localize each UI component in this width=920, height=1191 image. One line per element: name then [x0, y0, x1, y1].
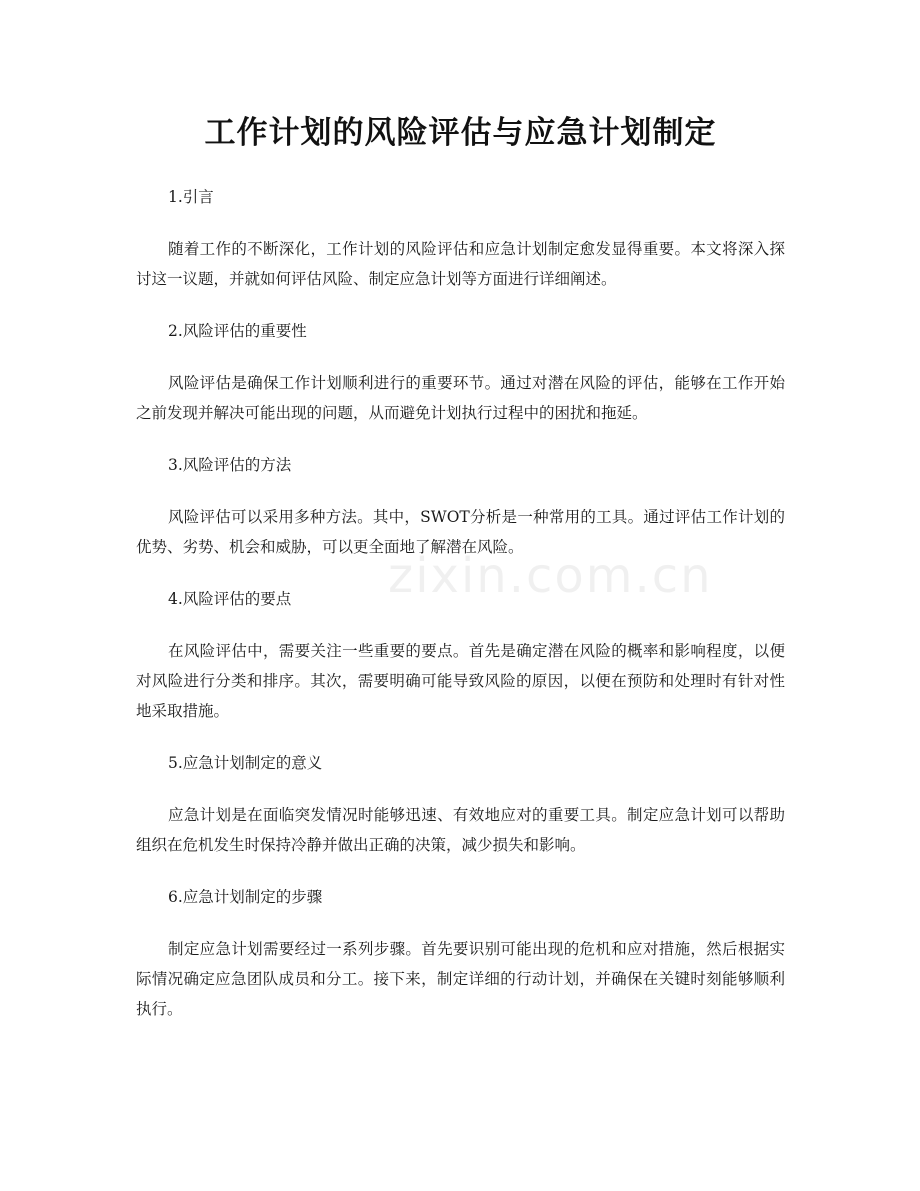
section-emergency-steps	[136, 882, 785, 1024]
section-heading: 4.风险评估的要点	[168, 590, 292, 608]
section-emergency-meaning	[136, 748, 785, 882]
section-risk-methods	[136, 450, 785, 584]
section-paragraph: 应急计划是在面临突发情况时能够迅速、有效地应对的重要工具。制定应急计划可以帮助组织在危机发生时保持冷静并做出正确的决策，减少损失和影响。	[136, 806, 785, 854]
section-heading: 6.应急计划制定的步骤	[168, 888, 323, 906]
section-paragraph: 随着工作的不断深化，工作计划的风险评估和应急计划制定愈发显得重要。本文将深入探讨这一议题，并就如何评估风险、制定应急计划等方面进行详细阐述。	[136, 240, 785, 288]
section-paragraph: 风险评估是确保工作计划顺利进行的重要环节。通过对潜在风险的评估，能够在工作开始之前发现并解决可能出现的问题，从而避免计划执行过程中的困扰和拖延。	[136, 374, 785, 422]
section-heading: 2.风险评估的重要性	[168, 322, 307, 340]
section-heading: 3.风险评估的方法	[168, 456, 292, 474]
document-content	[136, 182, 785, 1024]
section-paragraph: 在风险评估中，需要关注一些重要的要点。首先是确定潜在风险的概率和影响程度，以便对风险进行分类和排序。其次，需要明确可能导致风险的原因，以便在预防和处理时有针对性地采取措施。	[136, 642, 785, 720]
section-intro	[136, 182, 785, 316]
watermark: zixin.com.cn	[388, 548, 713, 604]
section-risk-importance	[136, 316, 785, 450]
section-heading: 5.应急计划制定的意义	[168, 754, 323, 772]
section-risk-keypoints	[136, 584, 785, 748]
document-title: 工作计划的风险评估与应急计划制定	[204, 115, 717, 151]
section-paragraph: 制定应急计划需要经过一系列步骤。首先要识别可能出现的危机和应对措施，然后根据实际情况确定应急团队成员和分工。接下来，制定详细的行动计划，并确保在关键时刻能够顺利执行。	[136, 940, 785, 1018]
section-heading: 1.引言	[168, 188, 214, 206]
section-paragraph: 风险评估可以采用多种方法。其中，SWOT分析是一种常用的工具。通过评估工作计划的优势、劣势、机会和威胁，可以更全面地了解潜在风险。	[136, 508, 785, 556]
